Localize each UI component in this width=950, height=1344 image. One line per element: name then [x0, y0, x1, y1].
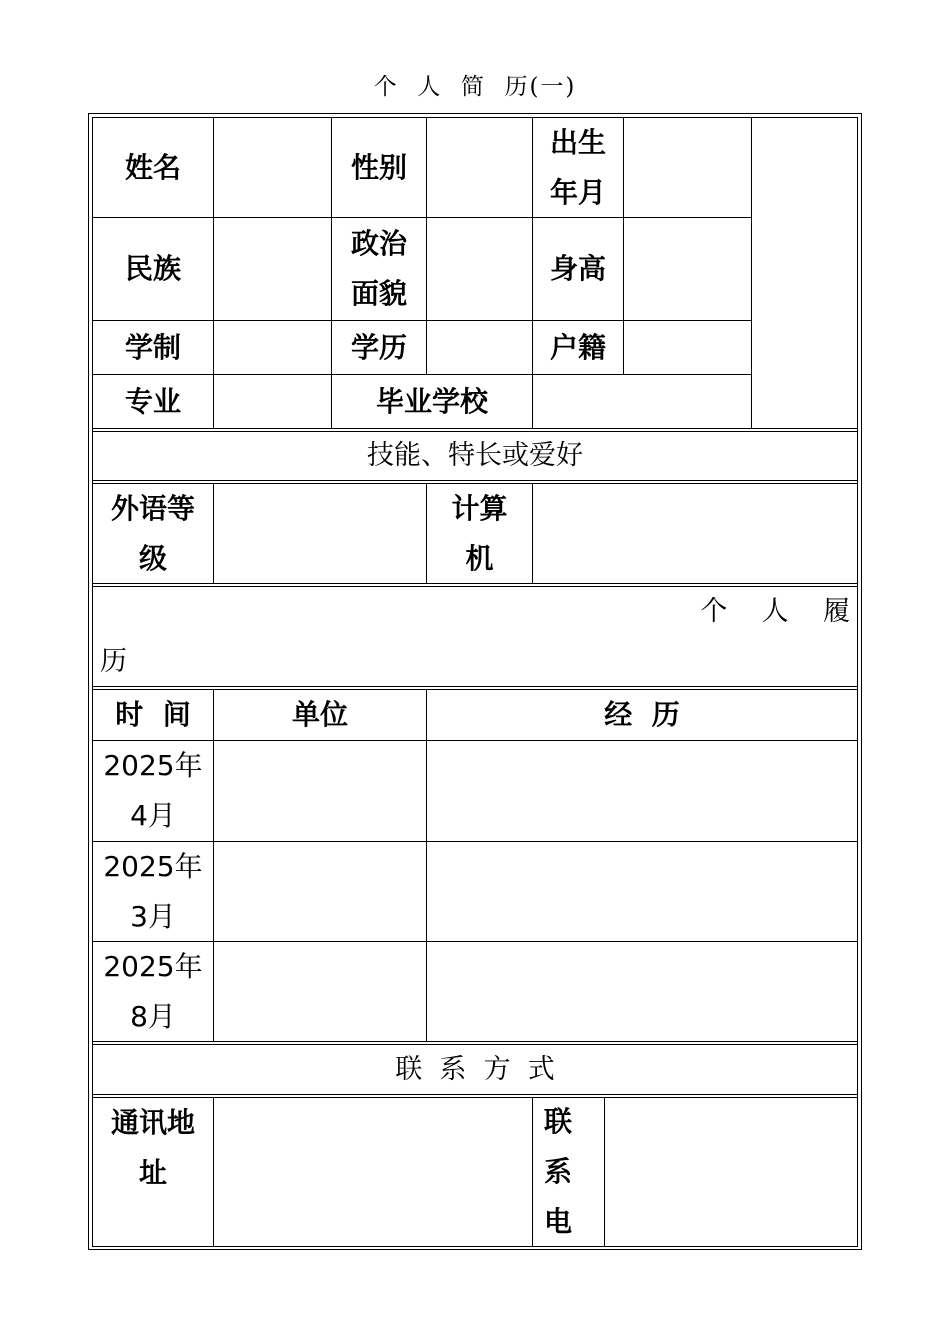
- language-label-line2: 级: [138, 541, 167, 575]
- education-label: 学历: [350, 330, 407, 364]
- col-unit-header: 单位: [291, 698, 348, 731]
- resume-row-year: 2025年: [103, 949, 203, 983]
- politics-label-line2: 面貌: [350, 277, 407, 310]
- section-divider: [92, 428, 858, 429]
- schooling-label: 学制: [124, 330, 181, 364]
- resume-header-line1: 个 人 履: [700, 596, 850, 627]
- name-value[interactable]: [214, 118, 331, 217]
- resume-row-unit[interactable]: [214, 942, 426, 1041]
- photo-box[interactable]: [752, 118, 857, 428]
- table-border: [857, 117, 858, 1247]
- skills-header: 技能、特长或爱好: [367, 440, 583, 471]
- phone-label-line2: 系: [543, 1155, 572, 1188]
- school-label: 毕业学校: [375, 384, 488, 418]
- resume-header-line2: 历: [100, 646, 127, 677]
- gender-value[interactable]: [427, 118, 532, 217]
- resume-row-month: 8月: [130, 999, 176, 1033]
- phone-label-line1: 联: [543, 1105, 572, 1138]
- resume-row-experience[interactable]: [427, 942, 857, 1041]
- address-value[interactable]: [214, 1098, 532, 1246]
- resume-row-experience[interactable]: [427, 842, 857, 941]
- address-label-line2: 址: [138, 1156, 167, 1189]
- language-label: [93, 484, 213, 583]
- address-label-line1: 通讯地: [110, 1106, 195, 1139]
- phone-label-line3: 电: [543, 1205, 572, 1238]
- name-label: 姓名: [124, 150, 181, 184]
- resume-row-time: [93, 842, 213, 941]
- section-divider: [92, 1041, 858, 1042]
- resume-row-year: 2025年: [103, 849, 203, 883]
- birth-label-line1: 出生: [549, 125, 606, 159]
- major-value[interactable]: [214, 375, 331, 428]
- birth-value[interactable]: [624, 118, 751, 217]
- height-value[interactable]: [624, 218, 751, 320]
- computer-label-line2: 机: [465, 541, 494, 575]
- contact-header: 联 系 方 式: [395, 1053, 555, 1085]
- computer-label: [427, 484, 532, 583]
- col-time-header: 时 间: [115, 698, 191, 731]
- resume-row-month: 4月: [130, 799, 176, 832]
- major-label: 专业: [124, 384, 181, 418]
- resume-row-time: [93, 741, 213, 841]
- gender-label: 性别: [350, 150, 407, 184]
- phone-value[interactable]: [605, 1098, 857, 1246]
- resume-row-year: 2025年: [103, 749, 203, 782]
- resume-row-month: 3月: [130, 899, 176, 933]
- politics-value[interactable]: [427, 218, 532, 320]
- language-label-line1: 外语等: [110, 491, 195, 525]
- resume-header: [100, 587, 850, 686]
- computer-label-line1: 计算: [451, 491, 508, 525]
- education-value[interactable]: [427, 321, 532, 374]
- birth-label: [533, 118, 623, 217]
- resume-row-unit[interactable]: [214, 842, 426, 941]
- page-title: 个 人 简 历(一): [373, 74, 577, 100]
- resume-row-unit[interactable]: [214, 741, 426, 841]
- household-value[interactable]: [624, 321, 751, 374]
- schooling-value[interactable]: [214, 321, 331, 374]
- household-label: 户籍: [549, 330, 606, 364]
- col-experience-header: 经 历: [604, 698, 680, 731]
- ethnicity-value[interactable]: [214, 218, 331, 320]
- resume-row-experience[interactable]: [427, 741, 857, 841]
- language-value[interactable]: [214, 484, 426, 583]
- school-value[interactable]: [533, 375, 751, 428]
- phone-label: [533, 1098, 583, 1246]
- resume-row-time: [93, 942, 213, 1041]
- computer-value[interactable]: [533, 484, 857, 583]
- table-border: [92, 1246, 858, 1247]
- height-label: 身高: [549, 252, 606, 285]
- address-label: [93, 1098, 213, 1198]
- birth-label-line2: 年月: [549, 175, 606, 209]
- politics-label: [332, 218, 426, 320]
- politics-label-line1: 政治: [350, 227, 407, 260]
- ethnicity-label: 民族: [124, 252, 181, 285]
